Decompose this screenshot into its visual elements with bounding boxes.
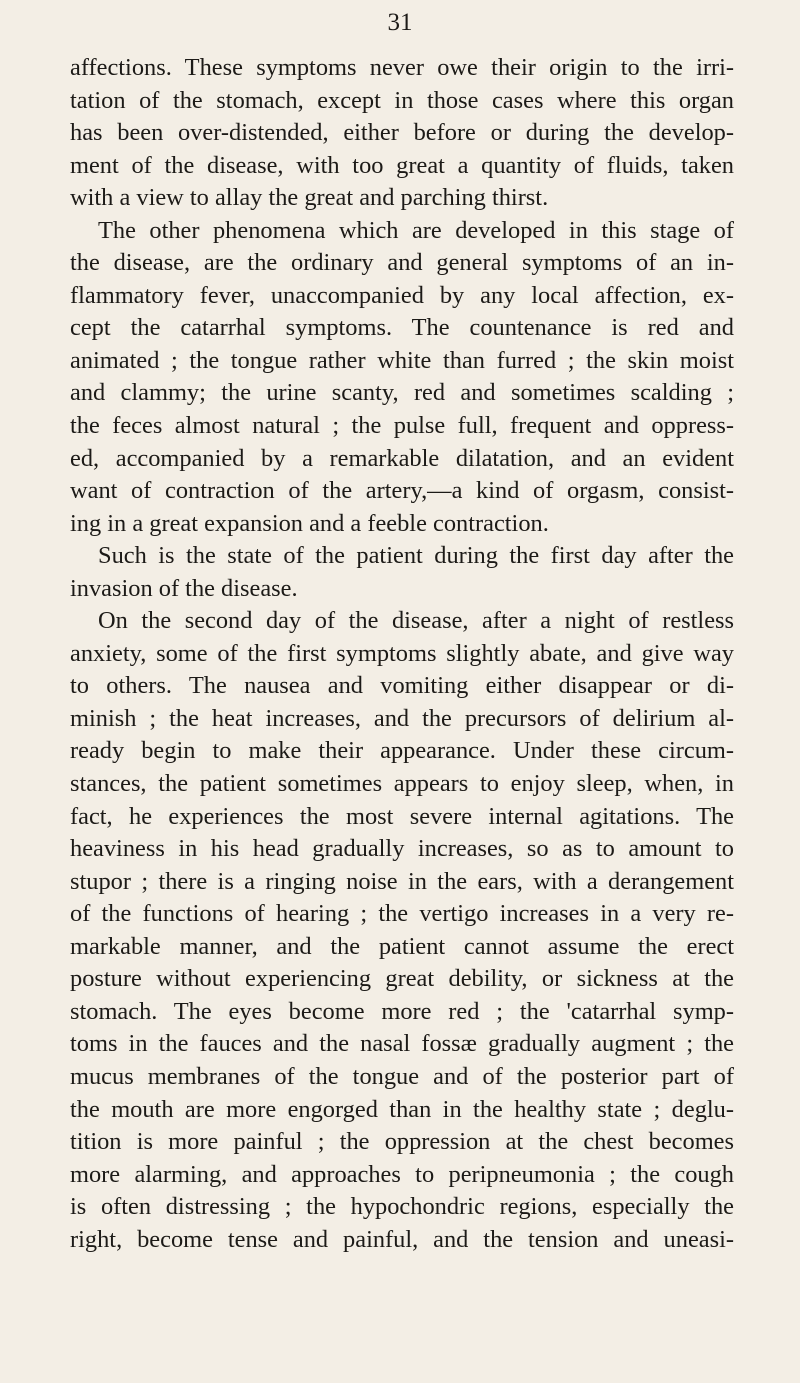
text-line: toms in the fauces and the nasal fossæ gradually augment ; the [70, 1030, 734, 1058]
text-line: Such is the state of the patient during the first day after the [98, 542, 734, 570]
text-line: the mouth are more engorged than in the healthy state ; deglu- [70, 1095, 734, 1123]
page-number: 31 [387, 9, 413, 36]
text-line: ed, accompanied by a remarkable dilatation, and an evident [70, 444, 734, 472]
text-line: is often distressing ; the hypochondric regions, especially the [70, 1193, 734, 1221]
text-line: posture without experiencing great debility, or sickness at the [70, 965, 734, 993]
text-line: On the second day of the disease, after a night of restless [98, 607, 734, 635]
text-line: and clammy; the urine scanty, red and sometimes scalding ; [70, 379, 734, 407]
text-line: invasion of the disease. [70, 574, 298, 602]
text-line: affections. These symptoms never owe their origin to the irri- [70, 54, 734, 81]
text-line: ment of the disease, with too great a quantity of fluids, taken [70, 151, 734, 179]
text-line: cept the catarrhal symptoms. The countenance is red and [70, 314, 734, 342]
text-line: minish ; the heat increases, and the precursors of delirium al- [70, 704, 734, 732]
text-line: mucus membranes of the tongue and of the posterior part of [70, 1062, 734, 1090]
text-line: tition is more painful ; the oppression at the chest becomes [70, 1128, 734, 1156]
text-line: stances, the patient sometimes appears to enjoy sleep, when, in [70, 770, 734, 798]
text-line: animated ; the tongue rather white than furred ; the skin moist [70, 346, 734, 374]
text-line: stupor ; there is a ringing noise in the ears, with a derangement [70, 867, 734, 895]
text-line: fact, he experiences the most severe internal agitations. The [70, 802, 734, 830]
text-line: flammatory fever, unaccompanied by any local affection, ex- [70, 281, 734, 309]
text-line: ing in a great expansion and a feeble contraction. [70, 509, 549, 537]
text-line: markable manner, and the patient cannot assume the erect [70, 932, 734, 960]
text-line: has been over-distended, either before or during the develop- [70, 119, 734, 147]
text-line: right, become tense and painful, and the tension and uneasi- [70, 1225, 734, 1253]
text-line: The other phenomena which are developed in this stage of [98, 216, 734, 244]
text-line: of the functions of hearing ; the vertigo increases in a very re- [70, 900, 734, 928]
text-line: the feces almost natural ; the pulse full, frequent and oppress- [70, 412, 734, 440]
body-text [70, 52, 734, 1256]
text-line: ready begin to make their appearance. Under these circum- [70, 737, 734, 765]
text-line: want of contraction of the artery,—a kind of orgasm, consist- [70, 477, 734, 505]
text-line: anxiety, some of the first symptoms slightly abate, and give way [70, 639, 734, 667]
text-line: tation of the stomach, except in those cases where this organ [70, 86, 734, 114]
text-line: stomach. The eyes become more red ; the 'catarrhal symp- [70, 997, 734, 1025]
text-line: with a view to allay the great and parching thirst. [70, 184, 549, 212]
text-line: to others. The nausea and vomiting either disappear or di- [70, 672, 734, 700]
text-line: the disease, are the ordinary and general symptoms of an in- [70, 249, 734, 277]
text-line: more alarming, and approaches to peripneumonia ; the cough [70, 1160, 734, 1188]
text-line: heaviness in his head gradually increases, so as to amount to [70, 835, 734, 863]
